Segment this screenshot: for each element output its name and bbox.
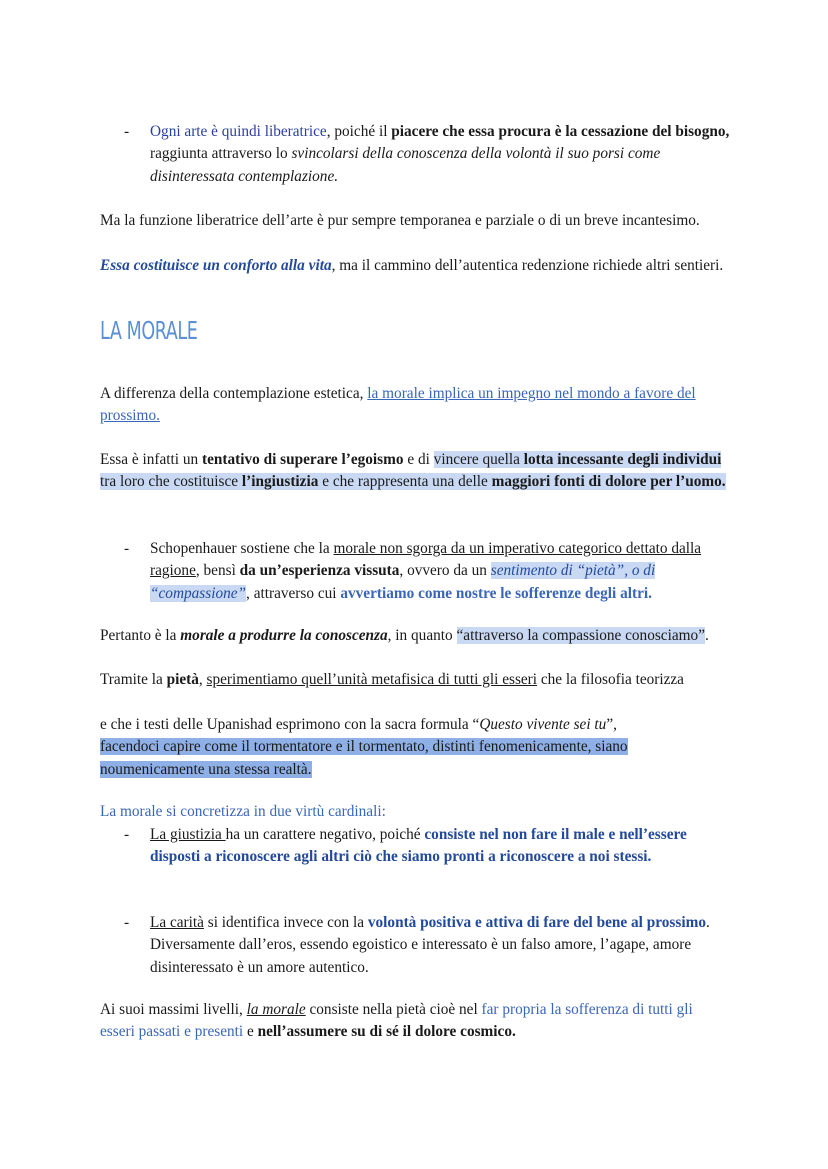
paragraph: Tramite la pietà, sperimentiamo quell’unità metafisica di tutti gli esseri che la filosofia teorizza xyxy=(100,671,684,688)
paragraph: Ma la funzione liberatrice dell’arte è pur sempre temporanea e parziale o di un breve incantesimo. xyxy=(100,212,700,229)
paragraph: A differenza della contemplazione estetica, la morale implica un impegno nel mondo a favore del prossimo. xyxy=(100,385,696,425)
paragraph: Ai suoi massimi livelli, la morale consiste nella pietà cioè nel far propria la sofferenza di tutti gli esseri passati e presenti e nell’assumere su di sé il dolore cosmico. xyxy=(100,1001,693,1041)
paragraph: Pertanto è la morale a produrre la conoscenza, in quanto “attraverso la compassione conosciamo”. xyxy=(100,627,709,644)
paragraph: Essa è infatti un tentativo di superare l’egoismo e di vincere quella lotta incessante degli individui tra loro che costituisce l’ingiustizia e che rappresenta una delle maggiori fonti di dolore per l’uomo. xyxy=(100,451,726,491)
paragraph: Essa costituisce un conforto alla vita, ma il cammino dell’autentica redenzione richiede altri sentieri. xyxy=(100,257,724,274)
list-item-text: La carità si identifica invece con la volontà positiva e attiva di fare del bene al prossimo. Diversamente dall’eros, essendo egoistico e interessato è un falso amore, l’agape, amore disinteressato è un amore autentico. xyxy=(150,914,710,976)
bullet-dash: - xyxy=(124,914,130,931)
bullet-dash: - xyxy=(124,826,130,843)
section-heading: LA MORALE xyxy=(100,316,198,345)
link-text[interactable]: la morale implica un impegno nel mondo a favore del prossimo. xyxy=(100,385,696,425)
bullet-dash: - xyxy=(124,540,130,557)
highlight: vincere quella lotta incessante degli individui tra loro che costituisce l’ingiustizia e che rappresenta una delle maggiori fonti di dolore per l’uomo. xyxy=(100,451,726,491)
paragraph: La morale si concretizza in due virtù cardinali: xyxy=(100,803,386,820)
bullet-dash: - xyxy=(124,123,130,140)
paragraph: e che i testi delle Upanishad esprimono con la sacra formula “Questo vivente sei tu”, facendoci capire come il tormentatore e il tormentato, distinti fenomenicamente, siano noumenicamente una stessa realtà. xyxy=(100,716,628,778)
highlight: facendoci capire come il tormentatore e il tormentato, distinti fenomenicamente, siano noumenicamente una stessa realtà. xyxy=(100,738,628,778)
list-item-text: La giustizia ha un carattere negativo, poiché consiste nel non fare il male e nell’essere disposti a riconoscere agli altri ciò che siamo pronti a riconoscere a noi stessi. xyxy=(150,826,687,866)
list-item-text: Ogni arte è quindi liberatrice, poiché il piacere che essa procura è la cessazione del bisogno, raggiunta attraverso lo svincolarsi della conoscenza della volontà il suo porsi come disinteressata contemplazione. xyxy=(150,123,730,185)
list-item-text: Schopenhauer sostiene che la morale non sgorga da un imperativo categorico dettato dalla ragione, bensì da un’esperienza vissuta, ovvero da un sentimento di “pietà”, o di “compassione”, attraverso cui avvertiamo come nostre le sofferenze degli altri. xyxy=(150,540,702,602)
